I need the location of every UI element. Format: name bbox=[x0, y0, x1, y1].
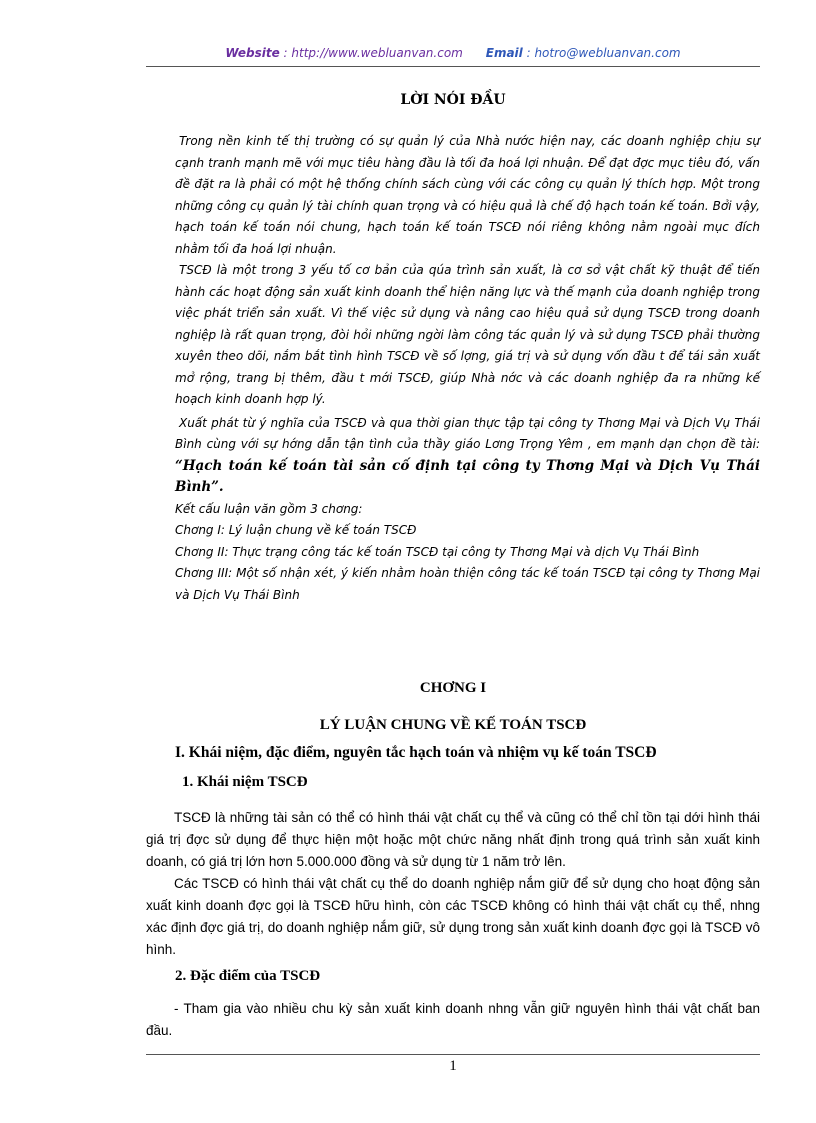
subsection-1-paragraph-2: Các TSCĐ có hình thái vật chất cụ thể do doanh nghiệp nắm giữ để sử dụng cho hoạt động sản xuất kinh doanh đợc gọi là TSCĐ hữu hình, còn các TSCĐ không có hình thái vật chất cụ thể, nhng xác định đợc giá trị, do doanh nghiệp nắm giữ, sử dụng trong sản xuất kinh doanh đợc gọi là TSCĐ vô hình. bbox=[146, 876, 760, 957]
footer-divider bbox=[146, 1054, 760, 1055]
section-1-heading: I. Khái niệm, đặc điểm, nguyên tắc hạch toán và nhiệm vụ kế toán TSCĐ bbox=[175, 744, 657, 761]
subsection-2-body bbox=[146, 998, 760, 1042]
header-divider bbox=[146, 66, 760, 67]
intro-section bbox=[175, 131, 760, 606]
chapter-2-line: Chơng II: Thực trạng công tác kế toán TSCĐ tại công ty Thơng Mại và dịch Vụ Thái Bình bbox=[175, 544, 700, 559]
chapter-title: LÝ LUẬN CHUNG VỀ KẾ TOÁN TSCĐ bbox=[319, 717, 587, 733]
chapter-1-line: Chơng I: Lý luận chung về kế toán TSCĐ bbox=[175, 523, 417, 537]
intro-paragraph-2: TSCĐ là một trong 3 yếu tố cơ bản của qúa trình sản xuất, là cơ sở vật chất kỹ thuật để tiến hành các hoạt động sản xuất kinh doanh thể hiện năng lực và thế mạnh của doanh nghiệp trong việc phát triển sản xuất. Vì thế việc sử dụng và nâng cao hiệu quả sử dụng TSCĐ trong doanh nghiệp là rất quan trọng, đòi hỏi những ngời làm công tác quản lý và sử dụng TSCĐ phải thường xuyên theo dõi, nắm bắt tình hình TSCĐ về số lợng, giá trị và sử dụng vốn đầu t để tái sản xuất mở rộng, trang bị thêm, đầu t mới TSCĐ, giúp Nhà nớc và các doanh nghiệp đa ra những kế hoạch kinh doanh hợp lý. bbox=[175, 263, 760, 406]
thesis-topic: “Hạch toán kế toán tài sản cố định tại công ty Thơng Mại và Dịch Vụ Thái Bình”. bbox=[175, 457, 760, 495]
intro-paragraph-3 bbox=[175, 413, 760, 499]
subsection-1-body bbox=[146, 807, 760, 961]
page-number: 1 bbox=[449, 1058, 457, 1074]
intro-paragraph-1: Trong nền kinh tế thị trường có sự quản lý của Nhà nước hiện nay, các doanh nghiệp chịu sự cạnh tranh mạnh mẽ với mục tiêu hàng đầu là tối đa hoá lợi nhuận. Để đạt đợc mục tiêu đó, vấn đề đặt ra là phải có một hệ thống chính sách cùng với các công cụ quản lý thích hợp. Một trong những công cụ quản lý tài chính quan trọng và có hiệu quả là chế độ hạch toán kế toán. Bởi vậy, hạch toán kế toán nói chung, hạch toán kế toán TSCĐ nói riêng không nằm ngoài mục đích nhằm tối đa hoá lợi nhuận. bbox=[175, 134, 760, 256]
structure-line: Kết cấu luận văn gồm 3 chơng: bbox=[175, 501, 363, 516]
email-address[interactable]: : hotro@webluanvan.com bbox=[522, 46, 681, 60]
chapter-heading: CHƠNG I bbox=[419, 680, 487, 696]
website-label: Website bbox=[225, 46, 280, 60]
email-label: Email bbox=[485, 46, 523, 60]
subsection-1-paragraph-1: TSCĐ là những tài sản có thể có hình thái vật chất cụ thể và cũng có thể chỉ tồn tại dới hình thái giá trị đợc sử dụng để thực hiện một hoặc một chức năng nhất định trong quá trình sản xuất kinh doanh, có giá trị lớn hơn 5.000.000 đồng và sử dụng từ 1 năm trở lên. bbox=[146, 810, 760, 869]
intro-title: LỜI NÓI ĐẦU bbox=[400, 92, 506, 108]
page-header bbox=[146, 46, 760, 60]
chapter-3-line: Chơng III: Một số nhận xét, ý kiến nhằm hoàn thiện công tác kế toán TSCĐ tại công ty Thơng Mại và Dịch Vụ Thái Bình bbox=[175, 566, 760, 602]
website-url[interactable]: : http://www.webluanvan.com bbox=[279, 46, 463, 60]
subsection-2-paragraph-1: - Tham gia vào nhiều chu kỳ sản xuất kinh doanh nhng vẫn giữ nguyên hình thái vật chất ban đầu. bbox=[146, 1001, 760, 1038]
intro-paragraph-3-text: Xuất phát từ ý nghĩa của TSCĐ và qua thời gian thực tập tại công ty Thơng Mại và Dịch Vụ Thái Bình cùng với sự hớng dẫn tận tình của thầy giáo Lơng Trọng Yêm , em mạnh dạn chọn đề tài: bbox=[175, 415, 760, 451]
subsection-1-heading: 1. Khái niệm TSCĐ bbox=[182, 774, 308, 790]
subsection-2-heading: 2. Đặc điểm của TSCĐ bbox=[175, 968, 321, 984]
